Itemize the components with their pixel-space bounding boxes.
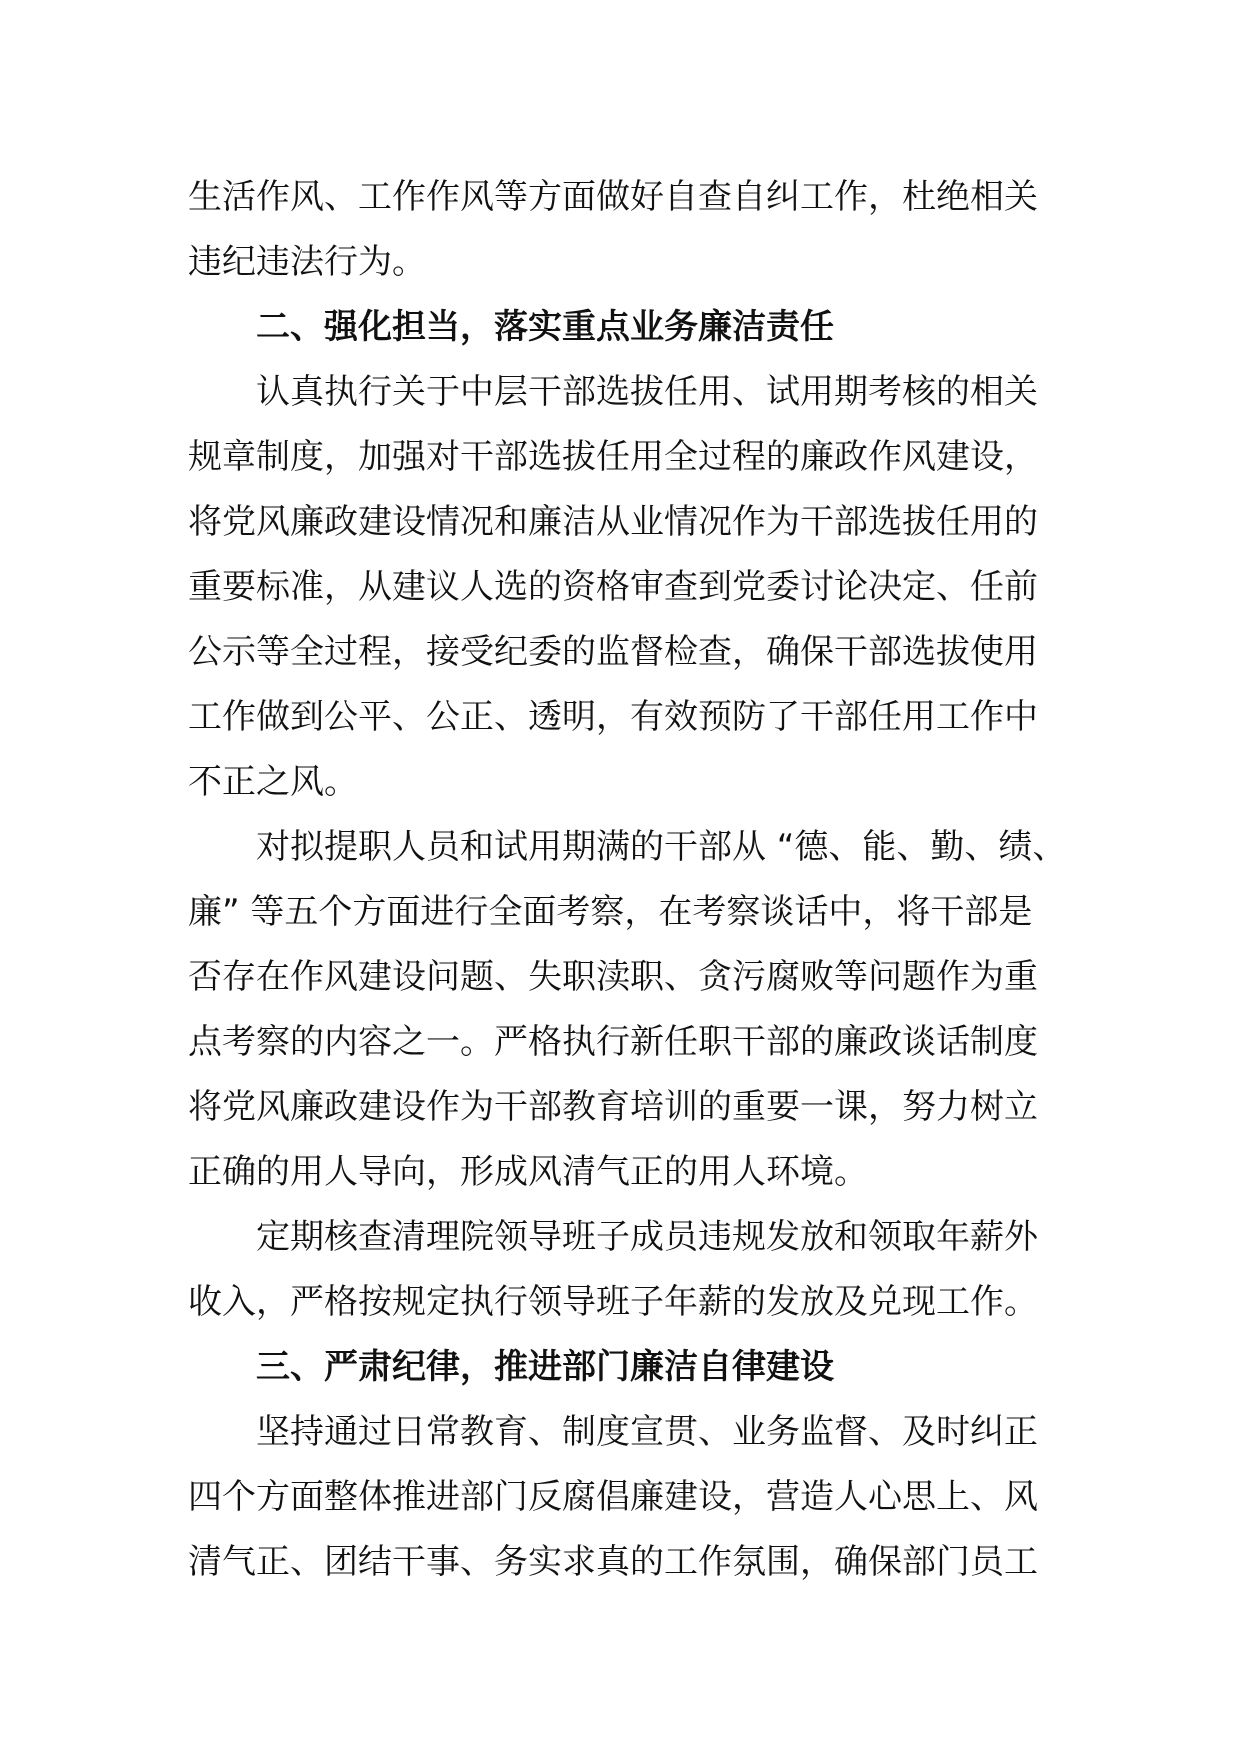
section-heading-3 xyxy=(188,1335,1068,1400)
text-line: 四个方面整体推进部门反腐倡廉建设，营造人心思上、风 xyxy=(188,1477,1038,1517)
text-line: 定期核查清理院领导班子成员违规发放和领取年薪外 xyxy=(256,1217,1038,1257)
text-line: 否存在作风建设问题、失职渎职、贪污腐败等问题作为重 xyxy=(188,957,1038,997)
section-heading-2 xyxy=(188,295,1068,360)
text-line: 生活作风、工作作风等方面做好自查自纠工作，杜绝相关 xyxy=(188,177,1038,217)
paragraph-salary-check xyxy=(188,1205,1068,1335)
text-line: 公示等全过程，接受纪委的监督检查，确保干部选拔使用 xyxy=(188,632,1038,672)
text-line: 将党风廉政建设作为干部教育培训的重要一课，努力树立 xyxy=(188,1087,1038,1127)
text-line: 将党风廉政建设情况和廉洁从业情况作为干部选拔任用的 xyxy=(188,502,1038,542)
paragraph-continued xyxy=(188,165,1068,295)
text-line: 对拟提职人员和试用期满的干部从 “德、能、勤、绩、 xyxy=(256,827,1067,867)
text-line: 重要标准，从建议人选的资格审查到党委讨论决定、任前 xyxy=(188,567,1038,607)
text-line: 违纪违法行为。 xyxy=(188,242,426,282)
text-line: 点考察的内容之一。严格执行新任职干部的廉政谈话制度 xyxy=(188,1022,1038,1062)
document-body xyxy=(188,165,1068,1595)
heading-text: 三、严肃纪律，推进部门廉洁自律建设 xyxy=(256,1347,834,1387)
text-line: 收入，严格按规定执行领导班子年薪的发放及兑现工作。 xyxy=(188,1282,1038,1322)
text-line: 清气正、团结干事、务实求真的工作氛围，确保部门员工 xyxy=(188,1542,1038,1582)
text-line: 廉” 等五个方面进行全面考察，在考察谈话中，将干部是 xyxy=(188,892,1033,932)
paragraph-cadre-evaluation xyxy=(188,815,1068,1205)
heading-text: 二、强化担当，落实重点业务廉洁责任 xyxy=(256,307,834,347)
text-line: 工作做到公平、公正、透明，有效预防了干部任用工作中 xyxy=(188,697,1038,737)
text-line: 坚持通过日常教育、制度宣贯、业务监督、及时纠正 xyxy=(256,1412,1038,1452)
paragraph-department-integrity xyxy=(188,1400,1068,1595)
text-line: 认真执行关于中层干部选拔任用、试用期考核的相关 xyxy=(256,372,1038,412)
text-line: 规章制度，加强对干部选拔任用全过程的廉政作风建设， xyxy=(188,437,1038,477)
text-line: 不正之风。 xyxy=(188,762,358,802)
paragraph-cadre-selection xyxy=(188,360,1068,815)
text-line: 正确的用人导向，形成风清气正的用人环境。 xyxy=(188,1152,868,1192)
